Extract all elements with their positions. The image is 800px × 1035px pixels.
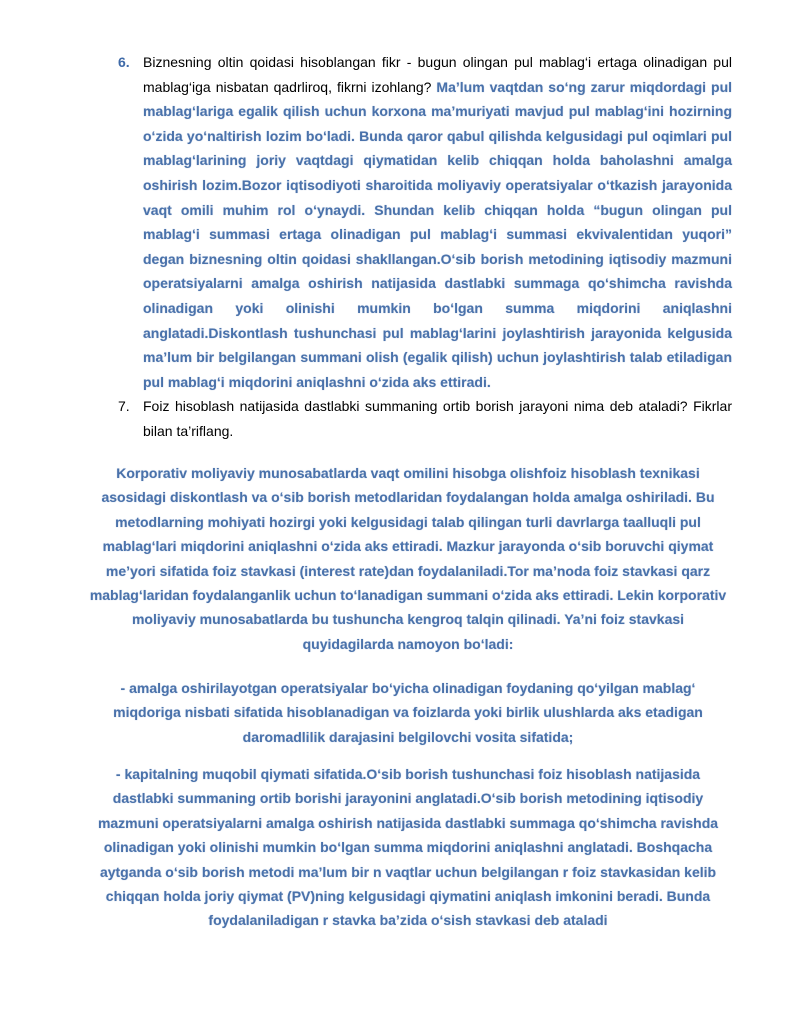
question-list	[0, 50, 800, 444]
list-number: 7.	[118, 398, 130, 415]
list-item-question-7	[0, 394, 800, 443]
answer-text: Ma’lum vaqtdan so‘ng zarur miqdordagi pul mablag‘lariga egalik qilish uchun korxona ma’muriyati mavjud pul mablag‘ini hozirning o‘zida yo‘naltirish lozim bo‘ladi. Bunda qaror qabul qilishda kelgusidagi pul oqimlari pul mablag‘larining joriy vaqtdagi qiymatidan kelib chiqqan holda baholashni amalga oshirish lozim.Bozor iqtisodiyoti sharoitida moliyaviy operatsiyalar o‘tkazish jarayonida vaqt omili muhim rol o‘ynaydi. Shundan kelib chiqqan holda “bugun olingan pul mablag‘i summasi ertaga olinadigan pul mablag‘i summasi ekvivalentidan yuqori” degan biznesning oltin qoidasi shakllangan.O‘sib borish metodining iqtisodiy mazmuni operatsiyalarni amalga oshirish natijasida dastlabki summaga qo‘shimcha ravishda olinadigan yoki olinishi mumkin bo‘lgan summa miqdorini aniqlashni anglatadi.Diskontlash tushunchasi pul mablag‘larini joylashtirish jarayonida kelgusida ma’lum bir belgilangan summani olish (egalik qilish) uchun joylashtirish talab etiladigan pul mablag‘i miqdorini aniqlashni o‘zida aks ettiradi.	[143, 78, 733, 390]
question-text: Biznesning oltin qoidasi hisoblangan fikr - bugun olingan pul mablag‘i ertaga olinadigan pul mablag‘iga nisbatan qadrliroq, fikrni izohlang?	[143, 54, 732, 95]
answer-paragraph-intro: Korporativ moliyaviy munosabatlarda vaqt omilini hisobga olishfoiz hisoblash texnikasi asosidagi diskontlash va o‘sib borish metodlaridan foydalangan holda amalga oshiriladi. Bu metodlarning mohiyati hozirgi yoki kelgusidagi talab qilingan turli davrlarga taalluqli pul mablag‘lari miqdorini aniqlashni o‘zida aks ettiradi. Mazkur jarayonda o‘sib boruvchi qiymat me’yori sifatida foiz stavkasi (interest rate)dan foydalaniladi.Tor ma’noda foiz stavkasi qarz mablag‘laridan foydalanganlik uchun to‘lanadigan summani o‘zida aks ettiradi. Lekin korporativ moliyaviy munosabatlarda bu tushuncha kengroq talqin qilinadi. Ya’ni foiz stavkasi quyidagilarda namoyon bo‘ladi:	[89, 465, 727, 652]
answer-paragraph-bullet-2: - kapitalning muqobil qiymati sifatida.O‘sib borish tushunchasi foiz hisoblash natijasida dastlabki summaning ortib borishi jarayonini anglatadi.O‘sib borish metodining iqtisodiy mazmuni operatsiyalarni amalga oshirish natijasida dastlabki summaga qo‘shimcha ravishda olinadigan yoki olinishi mumkin bo‘lgan summa miqdorini aniqlashni anglatadi. Boshqacha aytganda o‘sib borish metodi ma’lum bir n vaqtlar uchun belgilangan r foiz stavkasidan kelib chiqqan holda joriy qiymat (PV)ning kelgusidagi qiymatini aniqlash imkonini beradi. Bunda foydalaniladigan r stavka ba’zida o‘sish stavkasi deb ataladi	[97, 766, 719, 929]
answer-paragraph-bullet-1: - amalga oshirilayotgan operatsiyalar bo‘yicha olinadigan foydaning qo‘yilgan mablag‘ miqdoriga nisbati sifatida hisoblanadigan va foizlarda yoki birlik ulushlarda aks etadigan daromadlilik darajasini belgilovchi vosita sifatida;	[113, 680, 703, 745]
question-text: Foiz hisoblash natijasida dastlabki summaning ortib borish jarayoni nima deb ataladi? Fikrlar bilan ta’riflang.	[143, 398, 732, 439]
list-number: 6.	[118, 54, 130, 70]
list-item-question-6	[0, 50, 800, 394]
